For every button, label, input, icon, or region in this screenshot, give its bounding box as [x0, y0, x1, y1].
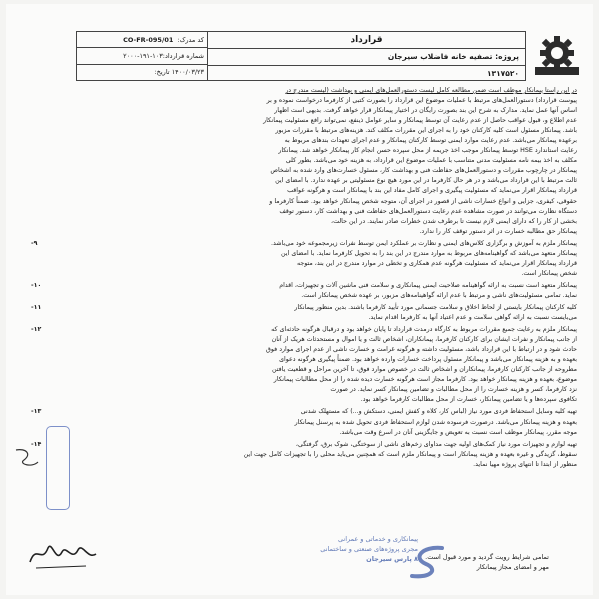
intro-line: اساس آنها عمل نماید. مدارک به شرح این بند بصورت رایگان در اختیار پیمانکار قرار خواهد گرفت. بدیهی است اظهار [274, 107, 577, 115]
clause-text [57, 407, 577, 437]
clause-14 [29, 440, 577, 470]
clause-line: تکافوی سپرده‌ها و یا تضامین پیمانکار، خسارت از محل مطالبات کارفرما خواهد بود. [360, 396, 577, 404]
header-main [208, 32, 525, 80]
company-logo [528, 31, 586, 79]
clause-line: نماید. تمامی مسئولیت‌های ناشی و مرتبط با عدم ارائه گواهینامه‌های مزبور، بر عهده شخص پیمانکار است. [301, 291, 577, 299]
clause-number: -۱۴ [31, 440, 42, 448]
clause-line: از جانب پیمانکار و نفرات ایشان برای کارکنان کارفرما، پیمانکاران، اشخاص ثالث و یا اموال و مستحدثات هریک از آنان [271, 336, 577, 344]
header-meta [77, 32, 208, 80]
project-name: پروژه: تصفیه خانه فاضلاب سیرجان [208, 49, 525, 66]
clause-line: پیمانکار متعهد می‌باشد که گواهینامه‌های مربوط به موارد مندرج در این بند را به تحویل کارفرما نماید. با امضای این [281, 249, 577, 257]
clause-line: پیمانکار متعهد است نسبت به ارائه گواهینامه صلاحیت ایمنی پیمانکاری و سلامت فنی ماشین آلات و تجهیزات، اقدام [279, 281, 577, 289]
clause-13 [29, 407, 577, 437]
clause-line: شخص پیمانکار است. [521, 269, 577, 277]
signature-label: مهر و امضای مجاز پیمانکار [476, 563, 549, 571]
clause-line: می‌بایست نسبت به ارائه گواهی سلامت و عدم اعتیاد آنها به کارفرما اقدام نماید. [368, 314, 577, 322]
clause-10 [29, 281, 577, 301]
contract-page [6, 4, 593, 595]
clause-number: -۱۳ [31, 408, 42, 416]
margin-signature-icon [12, 444, 42, 474]
clause-11 [29, 303, 577, 323]
gear-logo-icon [531, 33, 583, 77]
contract-body [29, 86, 577, 470]
intro-line: برعهده پیمانکار می‌باشد. عدم رعایت موارد ایمنی توسط کارکنان پیمانکار و عدم اجرای تعهدات بندهای مربوط به [284, 137, 577, 145]
clause-line: مطروحه از جانب کارکنان کارفرما، پیمانکاران و اشخاص ثالث در خصوص موارد فوق، تا آخرین مراحل و قطعیت یافتن [271, 366, 577, 374]
clause-9 [29, 239, 577, 279]
stamp-line: مجری پروژه‌های صنعتی و ساختمانی [320, 545, 418, 553]
clause-text [57, 440, 577, 470]
contract-number: شماره قرارداد:۱۰۳-۱۹۱-۲۰۰۰ [123, 51, 204, 60]
intro-line: رعایت استاندارد HSE توسط پیمانکار موجب اخذ جریمه از محل سپرده حسن انجام کار پیمانکار خواهد شد. پیمانکار [278, 147, 577, 155]
intro-line: دستگاه نظارت می‌توانند در صورت مشاهده عدم رعایت دستورالعمل‌های حفاظت فنی و بهداشت کار، دستور توقف [279, 207, 577, 215]
clause-number: -۱۰ [31, 281, 42, 289]
document-header [76, 31, 526, 81]
clause-text [57, 303, 577, 323]
intro-line: پیمانکار در چارچوب مقررات و دستورالعمل‌های حفاظت فنی و بهداشت کار، مسئول خسارت‌های وارد شده به اشخاص [270, 167, 577, 175]
contract-no-cell [77, 48, 207, 64]
clause-line: کلیه کارکنان پیمانکار بایستی از لحاظ اخلاق و سلامت جسمانی مورد تأیید کارفرما باشند. بدین منظور پیمانکار [294, 303, 577, 311]
intro-line: پیوست قرارداد) دستورالعمل‌های مرتبط با عملیات موضوع این قرارداد را بصورت کتبی از کارفرما درخواست نموده و بر [266, 97, 577, 105]
acceptance-line: تمامی شرایط رویت گردید و مورد قبول است. [425, 553, 549, 561]
clause-line: منظور از ابتدا تا انتهای پروژه مهیا نماید. [473, 460, 577, 468]
intro-line: پیمانکار حق مطالبه خسارت در اثر دستور توقف کار را ندارد. [419, 227, 577, 235]
clause-line: سقوط، گزیدگی و غیره بعهده و هزینه پیمانکار است و پیمانکار ملزم است که همچنین می‌باید محلی را با تجهیزات کامل جهت این [243, 450, 577, 458]
intro-line: قرارداد پیمانکار اقرار می‌نماید که مسئولیت پیگیری و اجرای کامل مفاد این بند با پیمانکار است و هرگونه عواقب [287, 187, 577, 195]
clause-text [57, 281, 577, 301]
intro-line: ثالث مرتبط با این قرارداد می‌باشد و در هر حال کارفرما در این مورد هیچ نوع مسئولیتی بر عهده ندارد. با امضای این [275, 177, 577, 185]
date-cell [77, 65, 207, 80]
intro-line: در این راستا پیمانکار موظف است ضمن مطالعه کامل لیست دستورالعمل‌های ایمنی و بهداشت (لیست مندرج در [285, 87, 577, 94]
acceptance-note [425, 552, 549, 572]
doc-code: CO-FR-095/01 [123, 35, 174, 44]
clause-text [57, 325, 577, 405]
intro-line: باشد. پیمانکار مسئول است کلیه کارکنان خود را به اجرای این مقررات مکلف کند. هزینه‌های مرتبط با مقررات مزبور [275, 127, 577, 135]
clause-line: تهیه کلیه وسایل استحفاظ فردی مورد نیاز (لباس کار، کلاه و کفش ایمنی، دستکش و...) که مستهلک شدنی [300, 408, 577, 416]
clause-line: نزد کارفرما، کسر و هزینه خسارت را از محل مطالبات و تضامین پیمانکار کسر نماید. در صورت [330, 386, 577, 394]
intro-line: مکلف به اخذ بیمه نامه مسئولیت مدنی متناسب با عملیات موضوع این قرارداد، به هزینه خود می‌باشد. بطور کلی [285, 157, 577, 165]
clause-line: بعهده و به هزینه پیمانکار می‌باشد و پیمانکار مسئول پرداخت خسارات وارده خواهد بود. ضمناً پیگیری هرگونه دعوای [279, 356, 577, 364]
clause-line: تهیه لوازم و تجهیزات مورد نیاز کمک‌های اولیه جهت مداوای زخم‌های ناشی از سوختگی، شوک برق، گرفتگی، [295, 440, 577, 448]
clause-line: موجه مقرر، پیمانکار موظف است نسبت به تعویض و جایگزینی آنان در اسرع وقت می‌باشد. [339, 428, 577, 436]
intro-line: بخشی از کار را که دارای ایمنی لازم نیست تا برطرف شدن خطرات صادر نمایند. در این حالت، [331, 217, 577, 225]
clause-number: -۱۲ [31, 326, 42, 334]
company-stamp [288, 534, 418, 580]
clause-12 [29, 325, 577, 405]
clause-line: قرارداد پیمانکار اقرار می‌نماید که مسئولیت هرگونه عدم همکاری و تخطی در موارد مندرج در این بند، متوجه [296, 259, 577, 267]
contract-date: ۱۴۰۰/۰۳/۲۳ تاریخ: [154, 68, 204, 77]
doc-code-label: کد مدرک: [177, 35, 204, 44]
clause-number: -۹ [31, 239, 38, 247]
clause-text [57, 239, 577, 279]
stamp-line: پیمانکاری و خدماتی و عمرانی [337, 535, 418, 543]
intro-line: عدم اطلاع و، قبول عواقب حاصل از عدم رعایت آن توسط پیمانکار و سایر عوامل ذینفع، نمی‌تواند رافع مسئولیت پیمانکار [263, 117, 577, 125]
side-stamp [46, 426, 70, 510]
clause-line: پیمانکار ملزم به رعایت جمیع مقررات مربوط به کارگاه درمدت قرارداد تا پایان خواهد بود و درقبال هرگونه حادثه‌ای که [271, 326, 577, 334]
clause-number: -۱۱ [31, 303, 42, 311]
clause-line: موضوع، بعهده و هزینه پیمانکار خواهد بود. کارفرما مجاز است هرگونه خسارت دیده شده را از محل مطالبات پیمانکار [273, 376, 577, 384]
clause-line: حادث شود و در ارتباط با این قرارداد باشد، مسئولیت داشته و هرگونه غرامت و خسارت ناشی از عدم اجرای موارد فوق [266, 346, 577, 354]
contract-reference: ۱۳۱۷۵۲۰ [486, 69, 519, 78]
handwritten-signature-icon [26, 534, 106, 574]
clause-line: بعهده و هزینه پیمانکار می‌باشد. درصورت فرسوده شدن لوازم استحفاظ فردی تحویل شده به پرسنل پیمانکار [294, 418, 577, 426]
clause-line: پیمانکار ملزم به آموزش و برگزاری کلاس‌های ایمنی و نظارت بر عملکرد ایمن توسط نفرات زیرمجموعه خود می‌باشد. [270, 239, 577, 247]
intro-line: حقوقی، کیفری، جزایی و انواع خسارات ناشی از قصور در اجرای آن، متوجه شخص پیمانکار خواهد بود. ضمناً کارفرما و [269, 197, 577, 205]
page-title: قرارداد [208, 32, 525, 49]
stamp-line: ۸ پارس سیرجان [366, 555, 418, 563]
intro-paragraph [29, 86, 577, 237]
doc-code-cell [77, 32, 207, 48]
